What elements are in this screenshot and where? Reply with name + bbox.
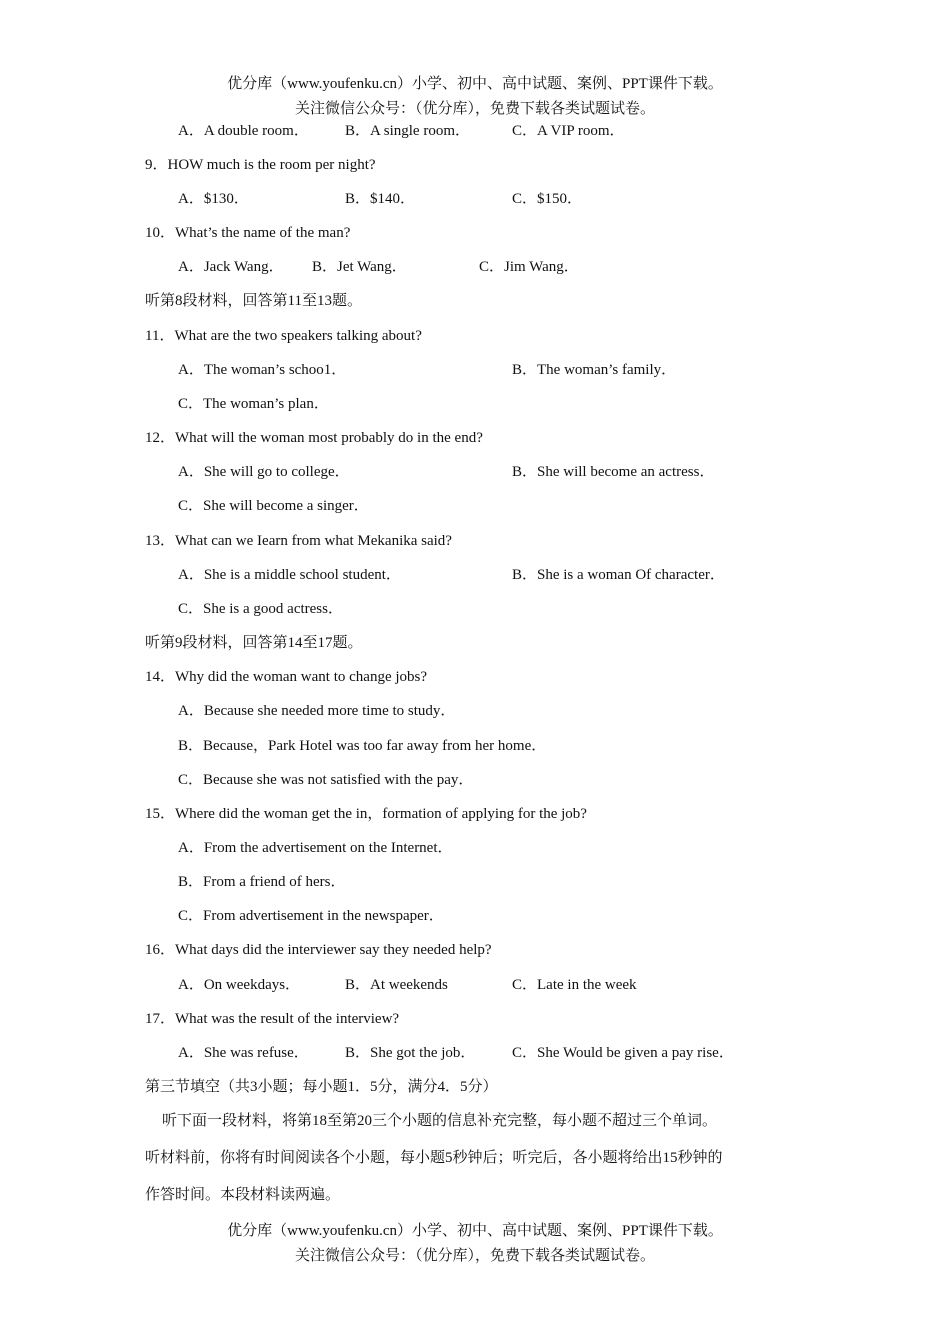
option-a: A．Jack Wang． bbox=[178, 259, 284, 275]
option-a: A．From the advertisement on the Internet． bbox=[178, 840, 453, 856]
option-c: C．The woman’s plan． bbox=[178, 396, 329, 412]
option-a: A．On weekdays． bbox=[178, 977, 301, 993]
question-text: 12．What will the woman most probably do in the end? bbox=[145, 430, 483, 446]
option-c: C．She is a good actress． bbox=[178, 601, 343, 617]
option-c: C．Late in the week bbox=[512, 977, 637, 993]
instruction-line-1: 听下面一段材料，将第18至第20三个小题的信息补充完整，每小题不超过三个单词。 bbox=[162, 1113, 718, 1129]
option-b: B．$140． bbox=[345, 191, 416, 207]
question-text: 16．What days did the interviewer say they needed help? bbox=[145, 942, 492, 958]
option-c: C．Because she was not satisfied with the pay． bbox=[178, 772, 474, 788]
question-text: 13．What can we Iearn from what Mekanika said? bbox=[145, 533, 452, 549]
option-b: B．A single room． bbox=[345, 123, 471, 139]
footer-line-2: 关注微信公众号：（优分库），免费下载各类试题试卷。 bbox=[294, 1248, 655, 1264]
question-text: 9．HOW much is the room per night? bbox=[145, 157, 376, 173]
option-b: B．She got the job． bbox=[345, 1045, 476, 1061]
section-title: 第三节填空（共3小题；每小题1．5分，满分4．5分） bbox=[145, 1079, 498, 1095]
footer-line-1: 优分库（www.youfenku.cn）小学、初中、高中试题、案例、PPT课件下载。 bbox=[227, 1223, 723, 1239]
question-text: 15．Where did the woman get the in，formation of applying for the job? bbox=[145, 806, 587, 822]
option-c: C．Jim Wang． bbox=[479, 259, 579, 275]
option-b: B．At weekends bbox=[345, 977, 448, 993]
instruction-line-3: 作答时间。本段材料读两遍。 bbox=[145, 1187, 341, 1203]
option-a: A．$130． bbox=[178, 191, 249, 207]
option-c: C．She Would be given a pay rise． bbox=[512, 1045, 734, 1061]
header-line-1: 优分库（www.youfenku.cn）小学、初中、高中试题、案例、PPT课件下载。 bbox=[227, 76, 723, 92]
option-b: B．Because，Park Hotel was too far away from her home． bbox=[178, 738, 547, 754]
option-a: A．Because she needed more time to study． bbox=[178, 703, 456, 719]
option-a: A．She was refuse． bbox=[178, 1045, 309, 1061]
option-a: A．A double room． bbox=[178, 123, 309, 139]
question-text: 10．What’s the name of the man? bbox=[145, 225, 351, 241]
question-text: 11．What are the two speakers talking about? bbox=[145, 328, 422, 344]
section-heading-8: 听第8段材料，回答第11至13题。 bbox=[145, 293, 362, 309]
question-text: 14．Why did the woman want to change jobs? bbox=[145, 669, 428, 685]
option-b: B．She will become an actress． bbox=[512, 464, 715, 480]
option-b: B．She is a woman Of character． bbox=[512, 567, 725, 583]
option-c: C．From advertisement in the newspaper． bbox=[178, 908, 444, 924]
header-line-2: 关注微信公众号：（优分库），免费下载各类试题试卷。 bbox=[294, 101, 655, 117]
instruction-line-2: 听材料前，你将有时间阅读各个小题，每小题5秒钟后；听完后，各小题将给出15秒钟的 bbox=[145, 1150, 723, 1166]
option-a: A．She will go to college． bbox=[178, 464, 350, 480]
option-a: A．The woman’s schoo1． bbox=[178, 362, 347, 378]
option-b: B．The woman’s family． bbox=[512, 362, 677, 378]
option-a: A．She is a middle school student． bbox=[178, 567, 401, 583]
option-b: B．Jet Wang． bbox=[312, 259, 407, 275]
section-heading-9: 听第9段材料，回答第14至17题。 bbox=[145, 635, 363, 651]
option-c: C．$150． bbox=[512, 191, 583, 207]
option-c: C．A VIP room． bbox=[512, 123, 625, 139]
option-c: C．She will become a singer． bbox=[178, 498, 369, 514]
question-text: 17．What was the result of the interview? bbox=[145, 1011, 400, 1027]
option-b: B．From a friend of hers． bbox=[178, 874, 346, 890]
